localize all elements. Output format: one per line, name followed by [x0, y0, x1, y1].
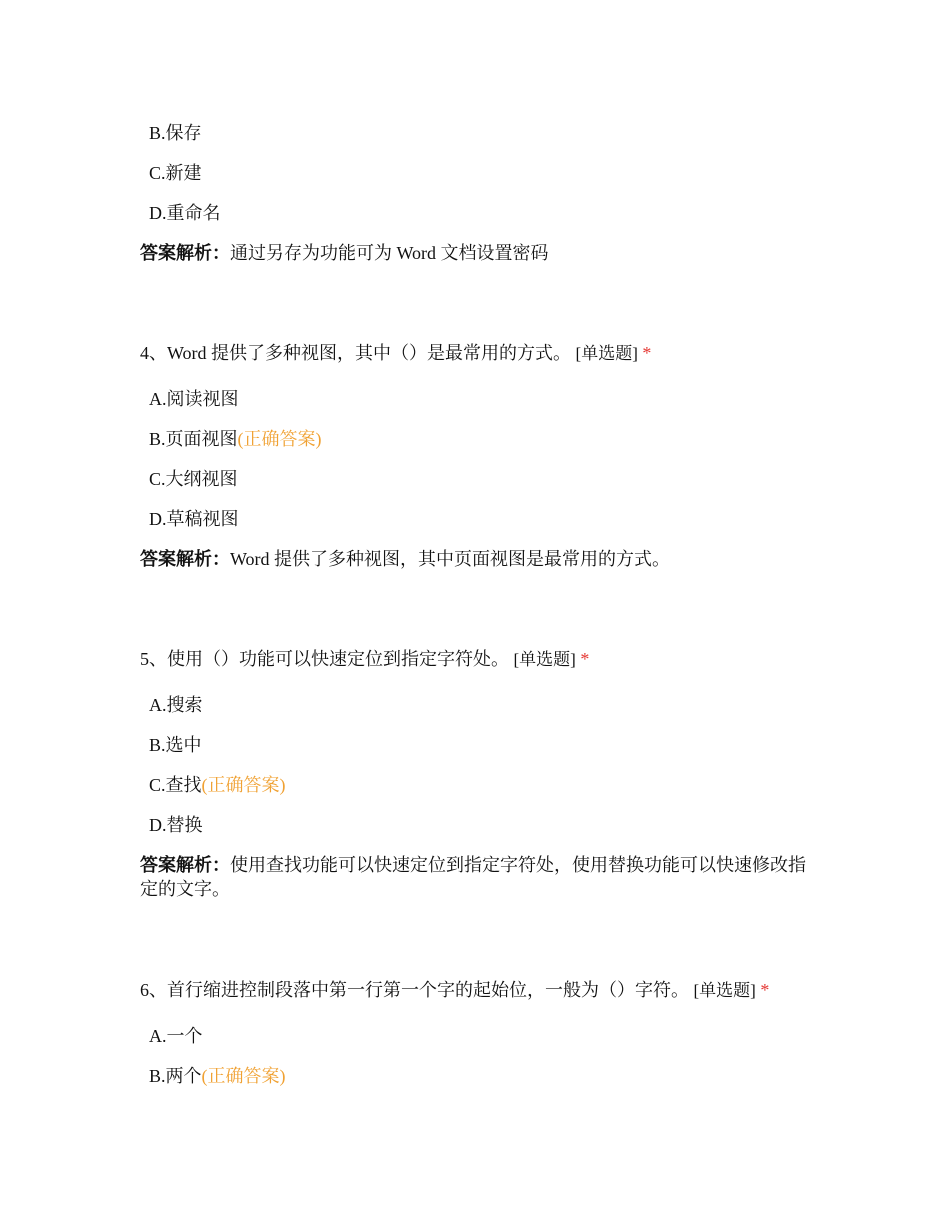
- q4-option-d: [149, 507, 239, 531]
- q3-option-b-text: B.保存: [149, 123, 202, 143]
- q5-correct-answer-tag: (正确答案): [201, 775, 286, 795]
- q6-option-a-text: A.一个: [149, 1026, 203, 1046]
- q5-type-tag: [单选题]: [513, 650, 576, 669]
- q3-option-c: [149, 161, 202, 185]
- q5-option-a-text: A.搜索: [149, 695, 203, 715]
- q3-analysis-label: 答案解析：: [140, 243, 230, 263]
- q4-required-mark: *: [642, 343, 652, 363]
- q4-option-b-text: B.页面视图: [149, 429, 238, 449]
- q4-option-c-text: C.大纲视图: [149, 469, 238, 489]
- q4-analysis-text: Word 提供了多种视图，其中页面视图是最常用的方式。: [230, 549, 671, 569]
- q4-title-text: 4、Word 提供了多种视图，其中（）是最常用的方式。: [140, 343, 572, 363]
- q5-option-a: [149, 693, 203, 717]
- q6-required-mark: *: [760, 980, 770, 1000]
- q5-required-mark: *: [580, 649, 590, 669]
- q3-option-d: [149, 201, 221, 225]
- q4-option-d-text: D.草稿视图: [149, 509, 239, 529]
- q6-type-tag: [单选题]: [693, 981, 756, 1000]
- q4-option-c: [149, 467, 238, 491]
- q5-analysis-label: 答案解析：: [140, 855, 230, 875]
- q6-title-text: 6、首行缩进控制段落中第一行第一个字的起始位，一般为（）字符。: [140, 980, 689, 1000]
- q6-correct-answer-tag: (正确答案): [201, 1066, 286, 1086]
- q5-answer-analysis: [140, 853, 820, 901]
- q5-option-b: [149, 733, 202, 757]
- q6-option-b-text: B.两个: [149, 1066, 202, 1086]
- q4-option-a-text: A.阅读视图: [149, 389, 239, 409]
- q5-option-c: [149, 773, 286, 797]
- q3-analysis-text: 通过另存为功能可为 Word 文档设置密码: [230, 243, 549, 263]
- q5-option-c-text: C.查找: [149, 775, 202, 795]
- q4-option-b: [149, 427, 322, 451]
- q3-option-c-text: C.新建: [149, 163, 202, 183]
- q6-option-a: [149, 1024, 203, 1048]
- q3-option-d-text: D.重命名: [149, 203, 221, 223]
- q4-correct-answer-tag: (正确答案): [237, 429, 322, 449]
- q5-option-d: [149, 813, 203, 837]
- q4-analysis-label: 答案解析：: [140, 549, 230, 569]
- q4-type-tag: [单选题]: [575, 344, 638, 363]
- q6-option-b: [149, 1064, 286, 1088]
- q5-analysis-text: 使用查找功能可以快速定位到指定字符处，使用替换功能可以快速修改指定的文字。: [140, 855, 806, 899]
- q5-title: [140, 647, 589, 672]
- q5-title-text: 5、使用（）功能可以快速定位到指定字符处。: [140, 649, 509, 669]
- q4-title: [140, 341, 651, 366]
- q6-title: [140, 978, 769, 1003]
- q4-option-a: [149, 387, 239, 411]
- q5-option-b-text: B.选中: [149, 735, 202, 755]
- q5-option-d-text: D.替换: [149, 815, 203, 835]
- q3-option-b: [149, 121, 202, 145]
- q3-answer-analysis: [140, 241, 820, 265]
- q4-answer-analysis: [140, 547, 820, 571]
